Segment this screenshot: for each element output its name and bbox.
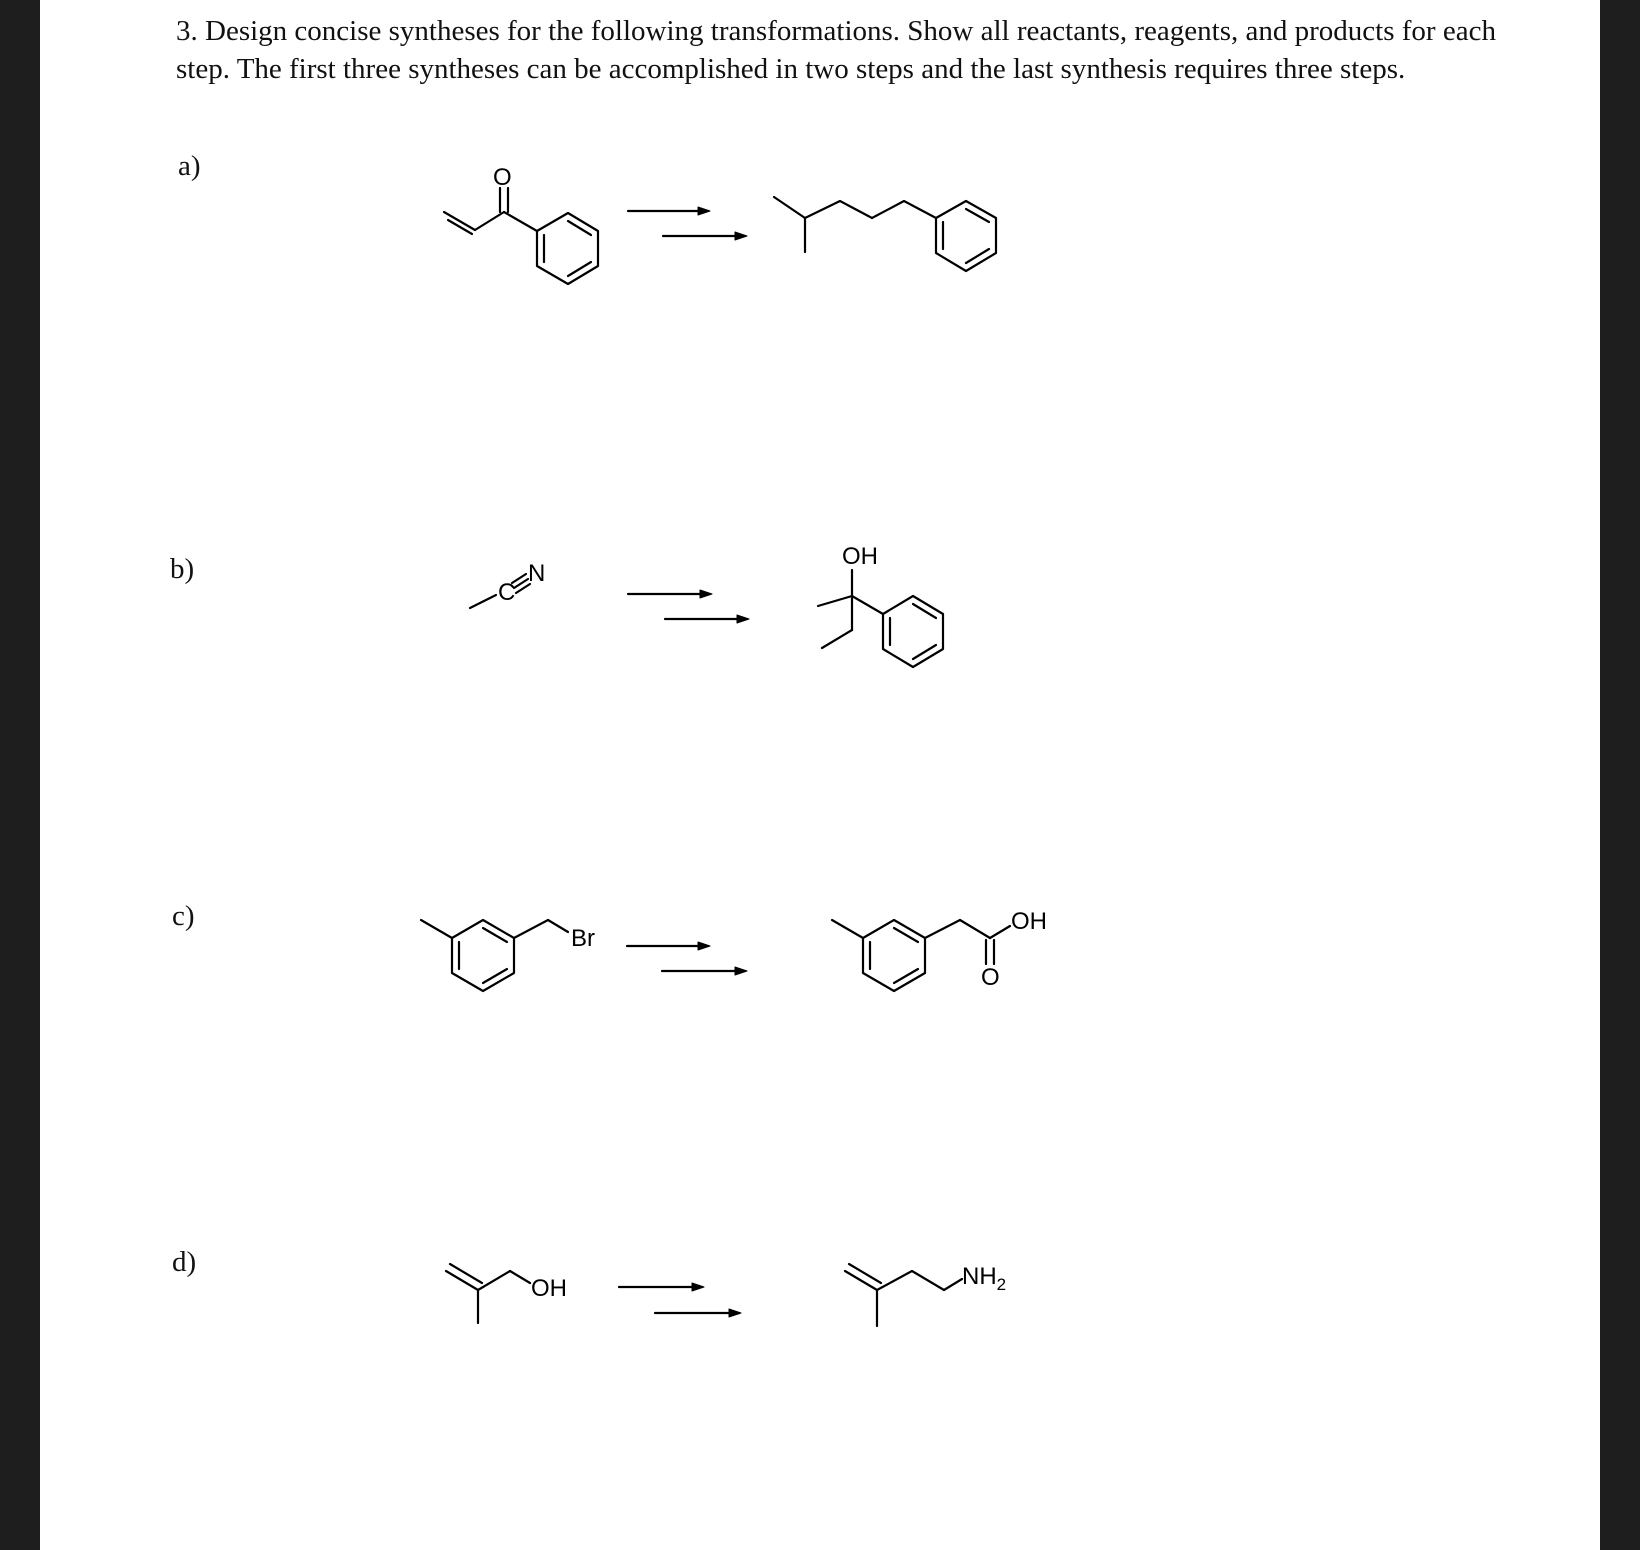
part-d-label: d) bbox=[172, 1246, 197, 1278]
part-d-arrow bbox=[619, 1283, 741, 1317]
hydroxyl-group: OH bbox=[842, 543, 878, 570]
oxygen-atom: O bbox=[493, 164, 512, 191]
hydroxyl-group: OH bbox=[1011, 908, 1047, 935]
part-c-arrow bbox=[627, 942, 747, 975]
part-d-product bbox=[845, 1263, 1006, 1326]
part-b-product bbox=[818, 543, 943, 667]
carbon-atom: C bbox=[498, 579, 516, 606]
carbonyl-oxygen: O bbox=[981, 964, 1000, 991]
part-a-reactant bbox=[444, 164, 598, 284]
part-a-label: a) bbox=[178, 150, 201, 182]
part-c-product bbox=[832, 908, 1047, 991]
part-b-reactant bbox=[470, 560, 545, 608]
amino-group: $NH_2$ bbox=[962, 1263, 1007, 1294]
part-d-reactant bbox=[446, 1264, 567, 1323]
bromine-atom: Br bbox=[571, 925, 595, 952]
hydroxyl-group: OH bbox=[531, 1275, 567, 1302]
part-c-label: c) bbox=[172, 900, 195, 932]
part-a-arrow bbox=[628, 207, 747, 240]
nitrogen-atom: N bbox=[528, 560, 546, 587]
part-c-reactant bbox=[421, 920, 595, 991]
question-text: 3. Design concise syntheses for the following transformations. Show all reactants, reagents, and products for each step. The first three syntheses can be accomplished in two steps and the last synthesis requires three steps. bbox=[176, 15, 1496, 85]
part-b-arrow bbox=[628, 590, 749, 623]
part-b-label: b) bbox=[170, 553, 195, 585]
part-a-product bbox=[774, 197, 996, 271]
